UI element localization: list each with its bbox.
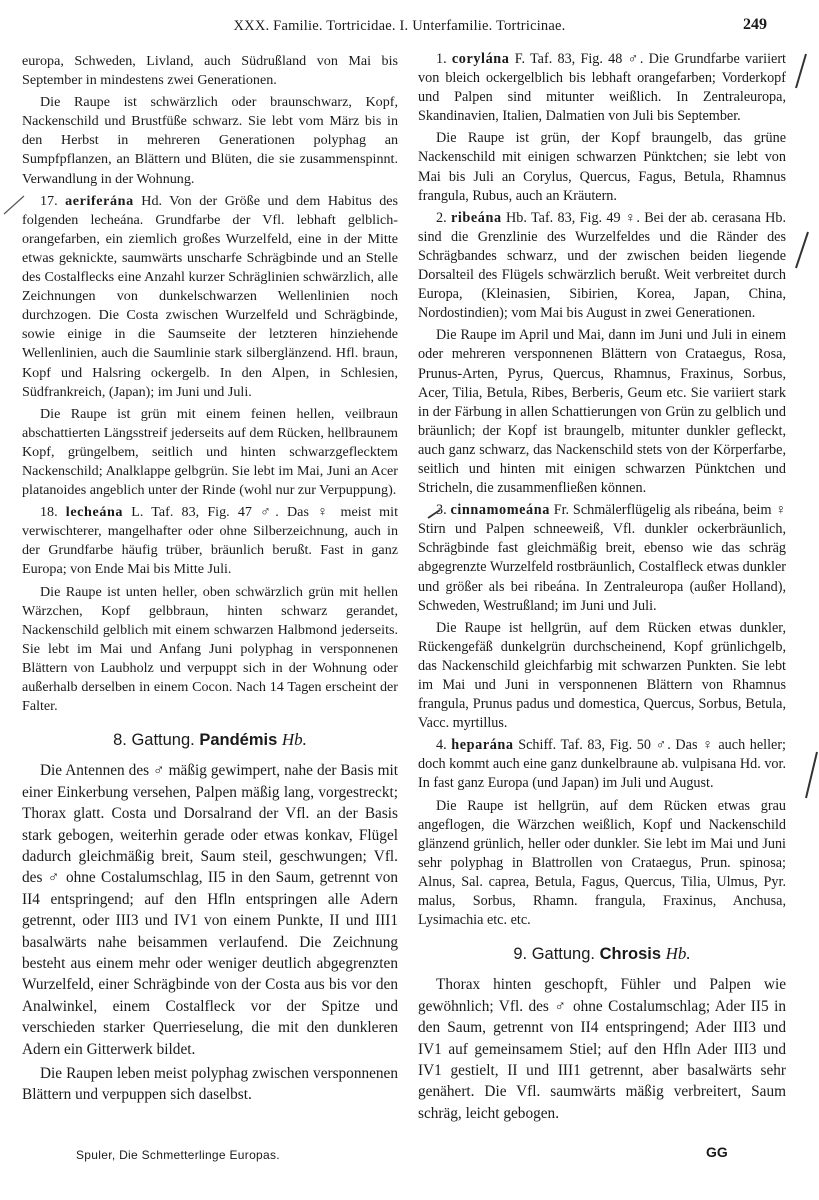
species-number: 18. (40, 504, 58, 521)
species-name: heparána (451, 737, 514, 754)
species-description: L. Taf. 83, Fig. 47 ♂. Das ♀ meist mit verwischterer, mangelhafter oder ohne Silberzeichnung, auch in der Grundfarbe häufig trüber, bräunlich berußt. Fast in ganz Europa; von Ende Mai bis Mitte Juli. (22, 504, 398, 578)
species-description: Fr. Schmälerflügelig als ribeána, beim ♀ Stirn und Palpen schneeweiß, Vfl. dunkler ockerbräunlich, Schrägbinde fast gleichmäßig breit, ebenso wie das schräg abgegrenzte Wurzelfeld rostbräunlich, Costalfleck etwas dunkler und größer als bei ribeána. In Zentraleuropa (außer Holland), Schweden, Westrußland; im Juni und Juli. (418, 502, 786, 614)
signature-mark: GG (706, 1144, 728, 1160)
paragraph: Die Raupe ist grün, der Kopf braungelb, das grüne Nackenschild mit einigen schwarzen Pünktchen; sie lebt von Mai bis Juli an Corylus, Quercus, Fagus, Betula, Rhamnus frangula, Rubus, auch an Kräutern. (418, 130, 786, 204)
genus-author: Hb. (281, 730, 307, 750)
genus-author: Hb. (665, 944, 691, 964)
pencil-mark-icon (796, 54, 806, 88)
footer-citation: Spuler, Die Schmetterlinge Europas. (76, 1148, 280, 1162)
species-description: Schiff. Taf. 83, Fig. 50 ♂. Das ♀ auch heller; doch kommt auch eine ganz dunkelbraune ab. vulpisana Hd. vor. In fast ganz Europa (und Japan) im Juli und August. (418, 737, 787, 792)
paragraph: Die Raupe ist unten heller, oben schwärzlich grün mit hellen Wärzchen, Kopf gelbbraun, hinten schwarz gerandet, Nackenschild gelblich mit einem schwarzen Halbmond jederseits. Sie lebt im Mai und Anfang Juni polyphag in versponnenen Blättern von Laubholz und verpuppt sich in der Wohnung oder außerhalb derselben in einem Cocon. Nach 14 Tagen erscheint der Falter. (22, 583, 398, 715)
paragraph: Die Raupe ist hellgrün, auf dem Rücken etwas dunkler, Rückengefäß dunkelgrün durchscheinend, Kopf grünlichgelb, das Nackenschild gleichfarbig mit schwarzen Punkten. Sie lebt im Mai und Juni in versponnenen Blättern von Rhamnus frangula, Prunus padus und domestica, Quercus, Sorbus, Betula, Vacc. myrtillus. (418, 619, 786, 732)
paragraph: Thorax hinten geschopft, Fühler und Palpen wie gewöhnlich; Vfl. des ♂ ohne Costalumschlag; Ader II5 in den Saum, getrennt von II4 entspringend; Ader III3 und IV1 auf gemeinsamem Stiel; auf den Hfln Ader III3 und IV1 gestielt, II und III1 getrennt, aber basalwärts sehr genähert. Die Vfl. saumwärts mäßig verbreitert, Saum schräg, leicht gebogen. (418, 976, 786, 1122)
paragraph: Die Raupen leben meist polyphag zwischen versponnenen Blättern und verpuppen sich daselbst. (22, 1064, 398, 1104)
species-name: aeriferána (65, 192, 134, 209)
species-description: Hd. Von der Größe und dem Habitus des folgenden lecheána. Grundfarbe der Vfl. lebhaft gelblich-orangefarben, ein ziemlich großes Wurzelfeld, eine in der Mitte etwas geknickte, saumwärts unscharfe Schrägbinde und an Stelle des Costalflecks eine Anzahl kurzer Schräglinien schwärzlich, alle Zeichnungen von dunkelschwarzen Wellenlinien noch durchzogen. Die Costa zwischen Wurzelfeld und Schrägbinde, sowie einige in die Saumseite der letzteren hinziehende Wellenlinien, auch die Saumlinie stark silberglänzend. Hfl. braun, Kopf und Halsring ockergelb. In den Alpen, in Schlesien, Südfrankreich, (Japan); im Juni und Juli. (22, 192, 398, 400)
page-number: 249 (743, 16, 767, 33)
species-description: F. Taf. 83, Fig. 48 ♂. Die Grundfarbe variiert von bleich ockergelblich bis lebhaft orangefarben; Vorderkopf und Palpen sind mitunter weißlich. In Zentraleuropa, Skandinavien, Italien, Dalmatien von Juli bis September. (418, 51, 786, 125)
genus-label: 9. Gattung. (513, 945, 595, 964)
species-name: cinnamomeána (450, 502, 550, 519)
genus-name: Chrosis (599, 945, 662, 964)
species-number: 1. (436, 51, 447, 67)
genus-name: Pandémis (199, 731, 278, 750)
species-name: lecheána (65, 504, 124, 521)
genus-label: 8. Gattung. (113, 731, 195, 750)
pencil-mark-icon (806, 752, 817, 798)
paragraph: europa, Schweden, Livland, auch Südrußland von Mai bis September in mindestens zwei Generationen. (22, 53, 398, 89)
paragraph: Die Raupe ist hellgrün, auf dem Rücken etwas grau angeflogen, die Wärzchen weißlich, Kopf und Nackenschild glänzend grünlich, heller oder dunkler. Sie lebt im Mai und Juni sehr polyphag in Blattrollen von Crataegus, Prun. spinosa; Alnus, Sal. caprea, Betula, Fagus, Quercus, Tilia, Ulmus, Pyr. malus, Sorbus, Rhamn. frangula, Fraxinus, Anchusa, Lysimachia etc. etc. (418, 797, 786, 929)
pencil-mark-icon (796, 232, 808, 268)
species-name: corylána (451, 51, 510, 67)
pencil-mark-icon (428, 510, 440, 518)
paragraph: Die Antennen des ♂ mäßig gewimpert, nahe der Basis mit einer Einkerbung versehen, Palpen mäßig lang, vorgestreckt; Thorax glatt. Costa und Dorsalrand der Vfl. an der Basis stark gebogen, weiterhin gerade oder etwas konkav, Flügel dadurch gleichmäßig breit, Saum steil, geschwungen; Vfl. des ♂ ohne Costalumschlag, II5 in den Saum, getrennt von II4 entspringend; auf den Hfln entspringen alle Adern getrennt, oder III3 und IV1 von einem Punkte, II und III1 basalwärts nahe beisammen verlaufend. Die Zeichnung besteht aus einem mehr oder weniger deutlich abgegrenzten Wurzelfeld, einer Schrägbinde von der Costa aus bis vor den Analwinkel, einem Costalfleck vor der Spitze und verschieden starker Querrieselung, die mit den dunkleren Adern ein Gitterwerk bildet. (22, 762, 398, 1058)
species-number: 3. (436, 502, 447, 519)
pencil-mark-icon (4, 196, 24, 214)
species-number: 4. (436, 737, 447, 754)
paragraph: Die Raupe ist grün mit einem feinen hellen, veilbraun abschattierten Längsstreif jederseits auf dem Rücken, hellbraunem Kopf, grüngelbem, seitlich und hinten schwarzgeflecktem Nackenschild; Analklappe gelbgrün. Sie lebt im Mai, Juni an Acer platanoides angeblich unter der Rinde (wohl nur zur Verpuppung). (22, 405, 398, 499)
species-description: Hb. Taf. 83, Fig. 49 ♀. Bei der ab. cerasana Hb. sind die Grenzlinie des Wurzelfeldes und die Ränder des Schrägbandes schwarz, und der zwischen beiden liegende Dorsalteil des Flügels schwärzlich berußt. Weit verbreitet durch Europa, (Kleinasien, Sibirien, Korea, Japan, China, Nordostindien); vom Mai bis August in zwei Generationen. (418, 209, 786, 322)
species-name: ribeána (450, 209, 502, 226)
paragraph: Die Raupe ist schwärzlich oder braunschwarz, Kopf, Nackenschild und Brustfüße schwarz. Sie lebt vom März bis in den Herbst in mehreren Generationen polyphag an Sumpfpflanzen, an Blättern und Blüten, die sie zusammenspinnt. Verwandlung in der Wohnung. (22, 94, 398, 187)
paragraph: Die Raupe im April und Mai, dann im Juni und Juli in einem oder mehreren versponnenen Blättern von Crataegus, Rosa, Prunus-Arten, Pyrus, Quercus, Rhamnus, Fraxinus, Sorbus, Acer, Tilia, Betula, Ribes, Berberis, Geum etc. Sie variiert stark in der Färbung in allen Schattierungen von Grün zu gelblich und bräunlich; der Kopf ist braungelb, mitunter dunkler gefleckt, auch ganz schwarz, das Nackenschild stets von der Körperfarbe, seitlich und hinten mit einigen schwarzen Pünktchen und Stricheln, die zusammenfließen können. (418, 327, 786, 497)
species-number: 17. (40, 192, 58, 209)
species-number: 2. (436, 209, 447, 226)
running-title: XXX. Familie. Tortricidae. I. Unterfamilie. Tortricinae. (233, 18, 566, 34)
